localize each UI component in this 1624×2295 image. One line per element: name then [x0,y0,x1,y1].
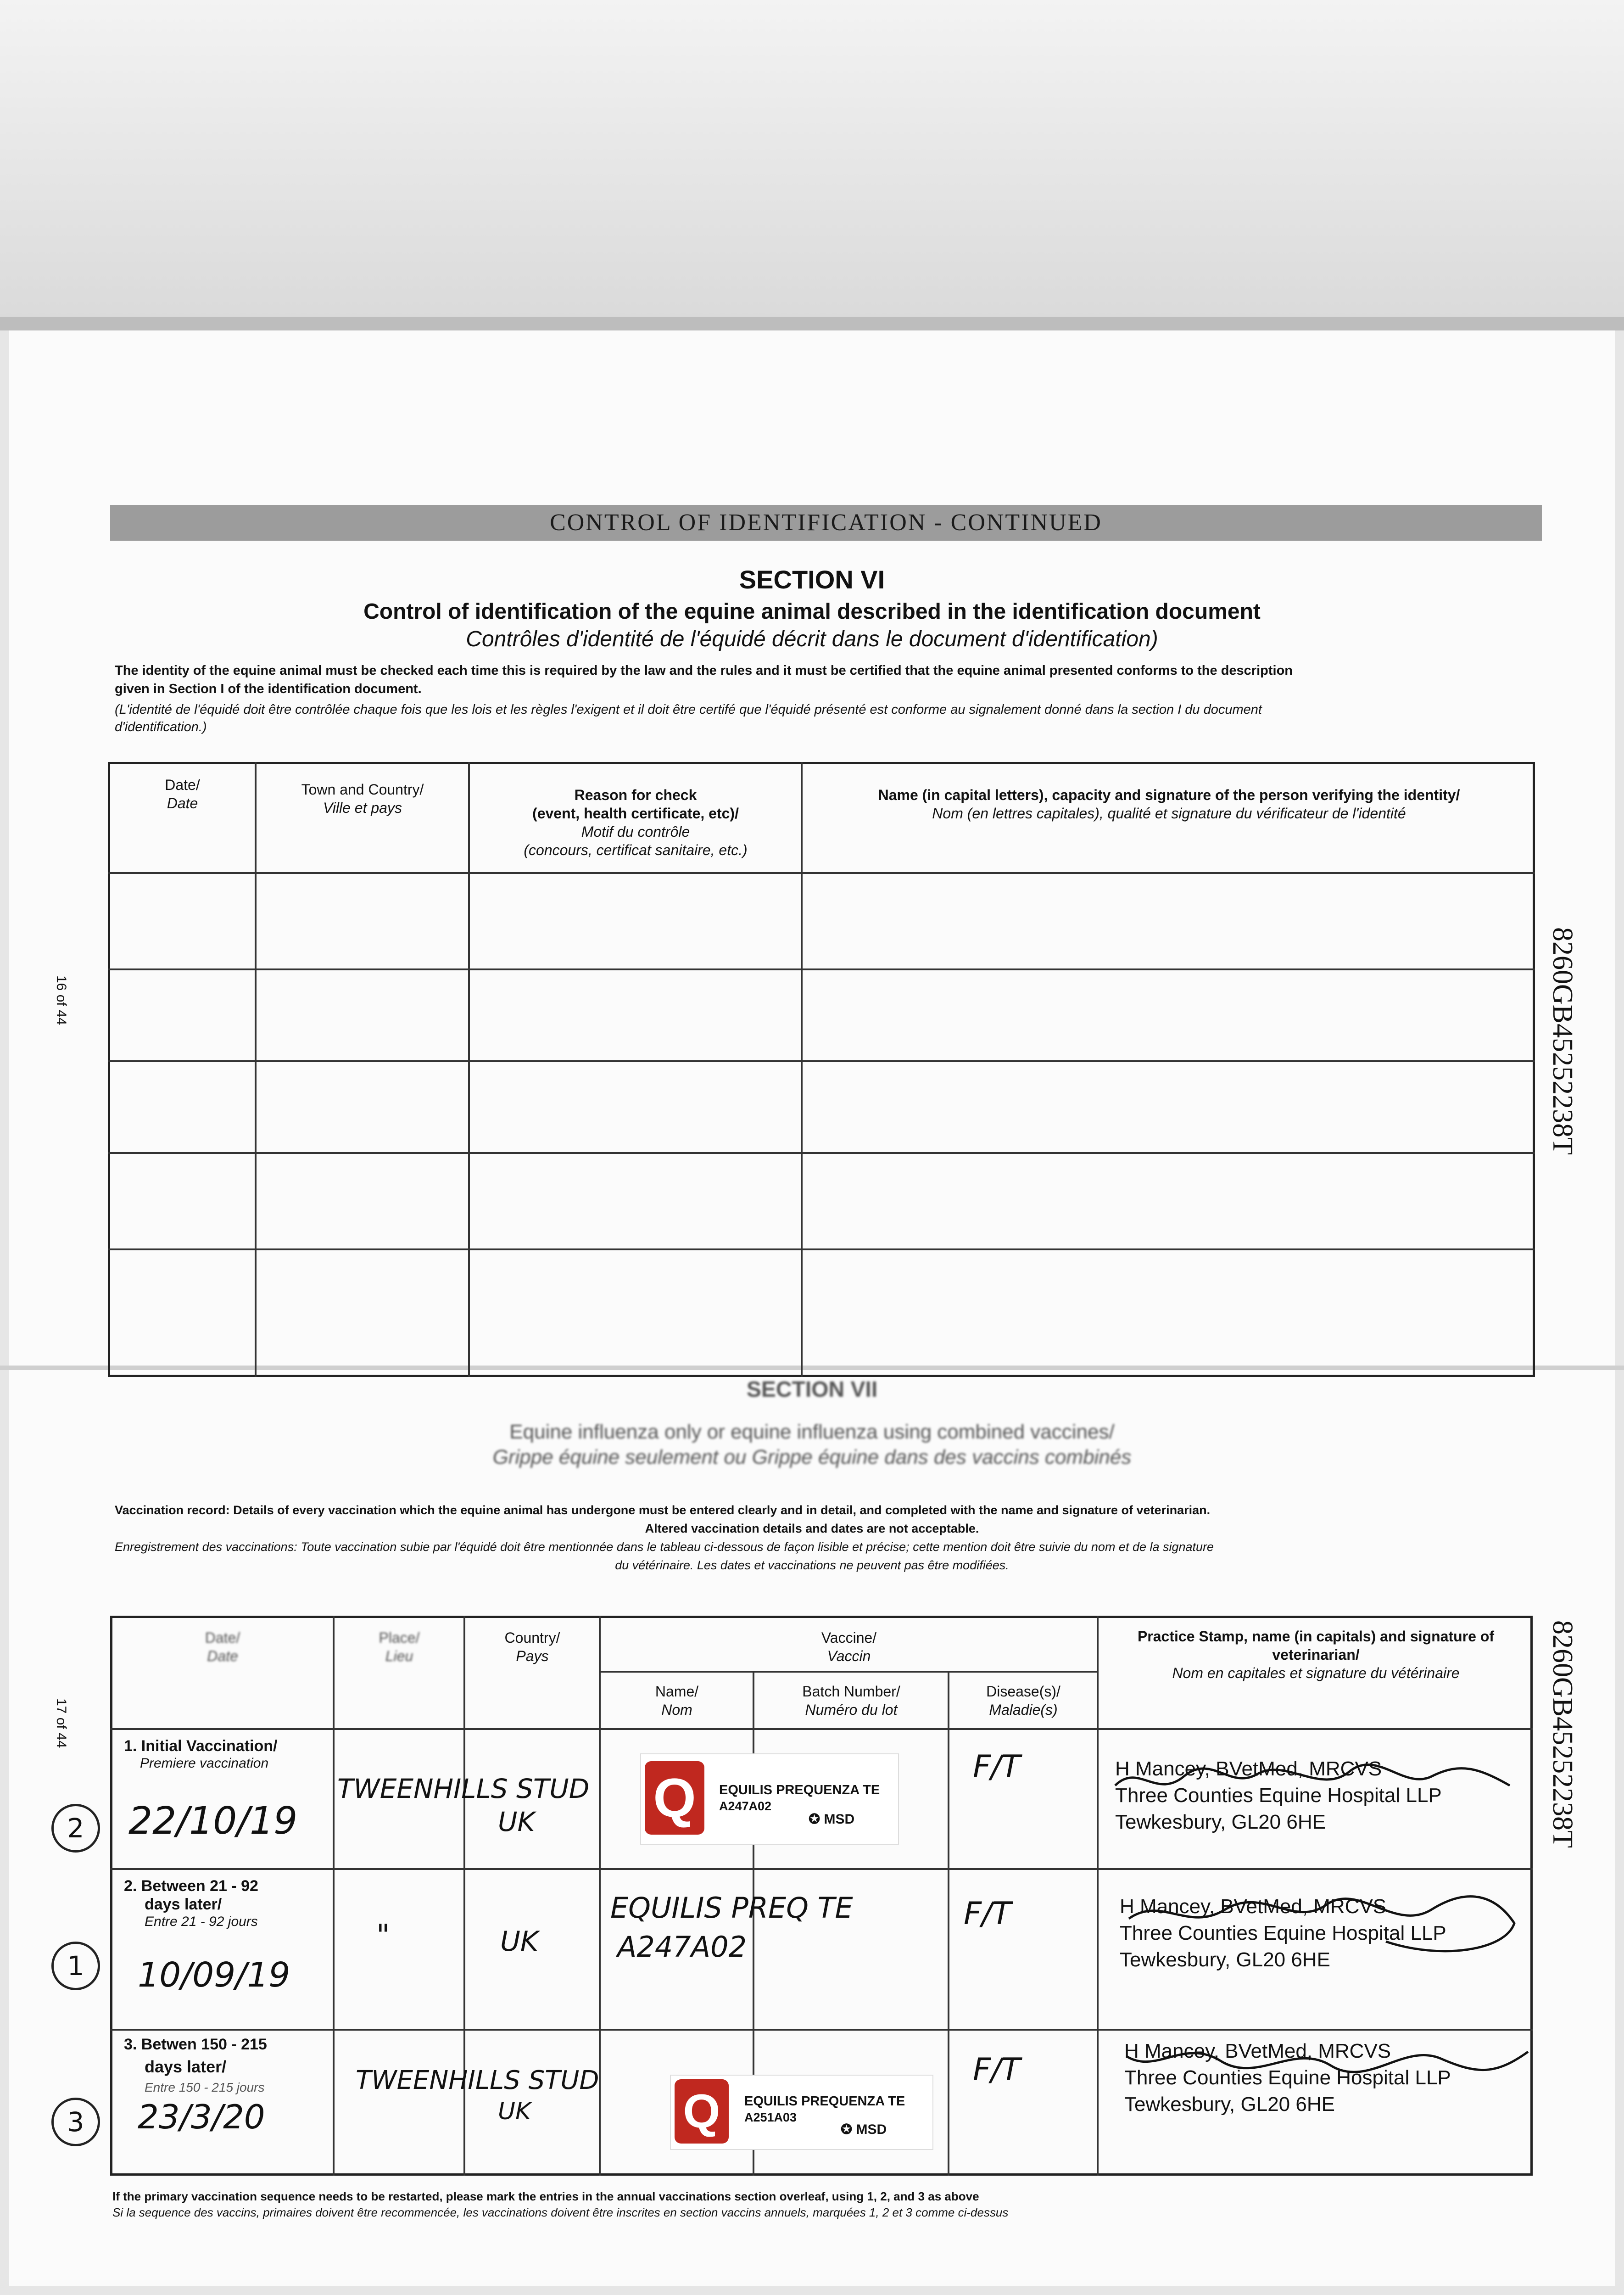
col-divider [801,762,803,1377]
header-country: Country/ Pays [504,1629,560,1664]
section-7-record-fr-1: Enregistrement des vaccinations: Toute vaccination subie par l'équidé doit être mentionnée dans le tableau ci-dessous de façon lisible et précise; cette mention doit être suivie du nom et de la signature [115,1540,1214,1554]
banner-text: CONTROL OF IDENTIFICATION - CONTINUED [550,509,1102,536]
page-number-16: 16 of 44 [54,975,69,1025]
row-1-label-fr: Premiere vaccination [140,1756,269,1771]
row-divider [108,1060,1535,1062]
section-7-record-en-2: Altered vaccination details and dates are not acceptable. [645,1522,979,1535]
header-batch: Batch Number/ Numéro du lot [802,1683,900,1718]
row-1-vaccine-sticker [640,1753,899,1845]
col-divider [948,1671,949,2176]
row-1-date: 22/10/19 [128,1799,298,1843]
side-code-bottom: 8260GB45252238T [1547,1620,1578,1848]
row-2-label-2: days later/ [145,1896,222,1913]
section-6-intro-fr-1: (L'identité de l'équidé doit être contrôlée chaque fois que les lois et les règles l'exigent et il doit être certifé que l'équidé présenté est conforme au signalement donné dans la section I du document [115,702,1262,717]
identification-check-table [108,762,1535,1377]
section-6-intro-en-2: given in Section I of the identification document. [115,682,422,696]
row-divider [108,968,1535,970]
section-6-subtitle-en: Control of identification of the equine animal described in the identification document [363,599,1261,624]
header-practice-stamp: Practice Stamp, name (in capitals) and signature of veterinarian/ Nom en capitales et signature du vétérinaire [1137,1628,1495,1681]
row-1-label: 1. Initial Vaccination/ [124,1737,278,1755]
row-divider [108,1248,1535,1250]
section-7-record-fr-2: du vétérinaire. Les dates et vaccinations ne peuvent pas être modifiées. [615,1558,1009,1572]
row-3-sticker-batch: A251A03 [744,2110,797,2124]
row-2-label: 2. Between 21 - 92 [124,1877,258,1895]
row-2-disease: F/T [964,1896,1011,1932]
row-3-order-circle: 3 [51,2098,100,2146]
row-3-disease: F/T [973,2052,1021,2088]
section-6-intro-en-1: The identity of the equine animal must be checked each time this is required by the law and the rules and it must be certified that the equine animal presented conforms to the description [115,663,1293,678]
header-vaccine: Vaccine/ Vaccin [821,1629,877,1664]
header-town: Town and Country/ Ville et pays [301,781,424,816]
row-1-practice-stamp: H Mancey, BVetMed, MRCVS Three Counties Equine Hospital LLP Tewkesbury, GL20 6HE [1115,1758,1442,1833]
row-1-place: TWEENHILLS STUD [337,1773,590,1804]
section-6-intro-fr-2: d'identification.) [115,720,207,734]
row-3-label-fr: Entre 150 - 215 jours [145,2080,265,2094]
section-7-subtitle-en: Equine influenza only or equine influenza using combined vaccines/ [509,1421,1115,1443]
footnote-en: If the primary vaccination sequence needs to be restarted, please mark the entries in the annual vaccinations section overleaf, using 1, 2, and 3 as above [112,2189,979,2203]
section-6-title: SECTION VI [739,565,885,594]
header-vacc-date: Date/ Date [205,1629,240,1664]
row-3-label: 3. Betwen 150 - 215 [124,2036,267,2053]
row-divider [110,1728,1533,1730]
row-1-signature [1111,1758,1514,1808]
page-number-17: 17 of 44 [54,1698,69,1748]
page-fold [0,317,1624,330]
header-disease: Disease(s)/ Maladie(s) [986,1683,1060,1718]
row-divider [110,2029,1533,2031]
row-3-practice-stamp: H Mancey, BVetMed, MRCVS Three Counties Equine Hospital LLP Tewkesbury, GL20 6HE [1124,2040,1451,2116]
row-2-vaccine-name: EQUILIS PREQ TE [610,1891,853,1925]
row-divider [599,1671,1097,1673]
row-2-country: UK [500,1926,539,1958]
row-1-sticker-name: EQUILIS PREQUENZA TE [719,1783,880,1797]
row-2-vaccine-batch: A247A02 [617,1930,747,1964]
row-2-signature [1120,1886,1524,1965]
row-3-country: UK [498,2098,531,2125]
row-divider [108,872,1535,874]
col-divider [1097,1616,1099,2176]
footnote-fr: Si la sequence des vaccins, primaires doivent être recommencée, les vaccinations doivent être inscrites en section vaccins annuels, marquées 1, 2 et 3 comme ci-dessus [112,2205,1009,2219]
row-2-practice-stamp: H Mancey, BVetMed, MRCVS Three Counties Equine Hospital LLP Tewkesbury, GL20 6HE [1120,1895,1446,1971]
row-3-sticker-name: EQUILIS PREQUENZA TE [744,2094,905,2109]
vaccine-logo-icon: Q [645,1761,704,1835]
scanner-background [0,0,1624,321]
side-code-top: 8260GB45252238T [1547,927,1578,1155]
row-1-country: UK [498,1806,535,1837]
header-place: Place/ Lieu [379,1629,420,1664]
row-1-order-circle: 2 [51,1804,100,1853]
row-2-date: 10/09/19 [138,1955,290,1995]
row-3-sticker-brand: ✪ MSD [841,2122,887,2137]
header-vaccine-name: Name/ Nom [655,1683,699,1718]
row-3-vaccine-sticker [670,2075,933,2150]
header-reason: Reason for check (event, health certificate, etc)/ Motif du contrôle (concours, certificat sanitaire, etc.) [524,787,748,858]
row-3-label-2: days later/ [145,2057,227,2076]
row-1-sticker-brand: ✪ MSD [809,1812,855,1827]
row-divider [108,1152,1535,1154]
section-banner [110,505,1542,541]
col-divider [255,762,257,1377]
section-6-subtitle-fr: Contrôles d'identité de l'équidé décrit dans le document d'identification) [466,627,1158,651]
row-2-label-fr: Entre 21 - 92 jours [145,1914,258,1929]
header-verifier: Name (in capital letters), capacity and signature of the person verifying the identity/ Nom (en lettres capitales), qualité et signature du vérificateur de l'identité [878,787,1460,822]
row-2-order-circle: 1 [51,1942,100,1990]
col-divider [468,762,470,1377]
vaccine-logo-icon: Q [675,2079,729,2144]
header-date: Date/ Date [165,777,200,812]
row-3-signature [1120,2033,1533,2084]
row-3-date: 23/3/20 [138,2098,265,2136]
row-3-place: TWEENHILLS STUD [356,2066,599,2095]
row-divider [110,1868,1533,1870]
row-1-sticker-batch: A247A02 [719,1799,772,1813]
section-7-subtitle-fr: Grippe équine seulement ou Grippe équine dans des vaccins combinés [492,1446,1132,1468]
col-divider [333,1616,335,2176]
row-2-place: " [376,1919,390,1953]
section-7-record-en-1: Vaccination record: Details of every vaccination which the equine animal has undergone must be entered clearly and in detail, and completed with the name and signature of veterinarian. [115,1503,1211,1517]
row-1-disease: F/T [973,1749,1021,1785]
section-7-title: SECTION VII [746,1377,878,1402]
